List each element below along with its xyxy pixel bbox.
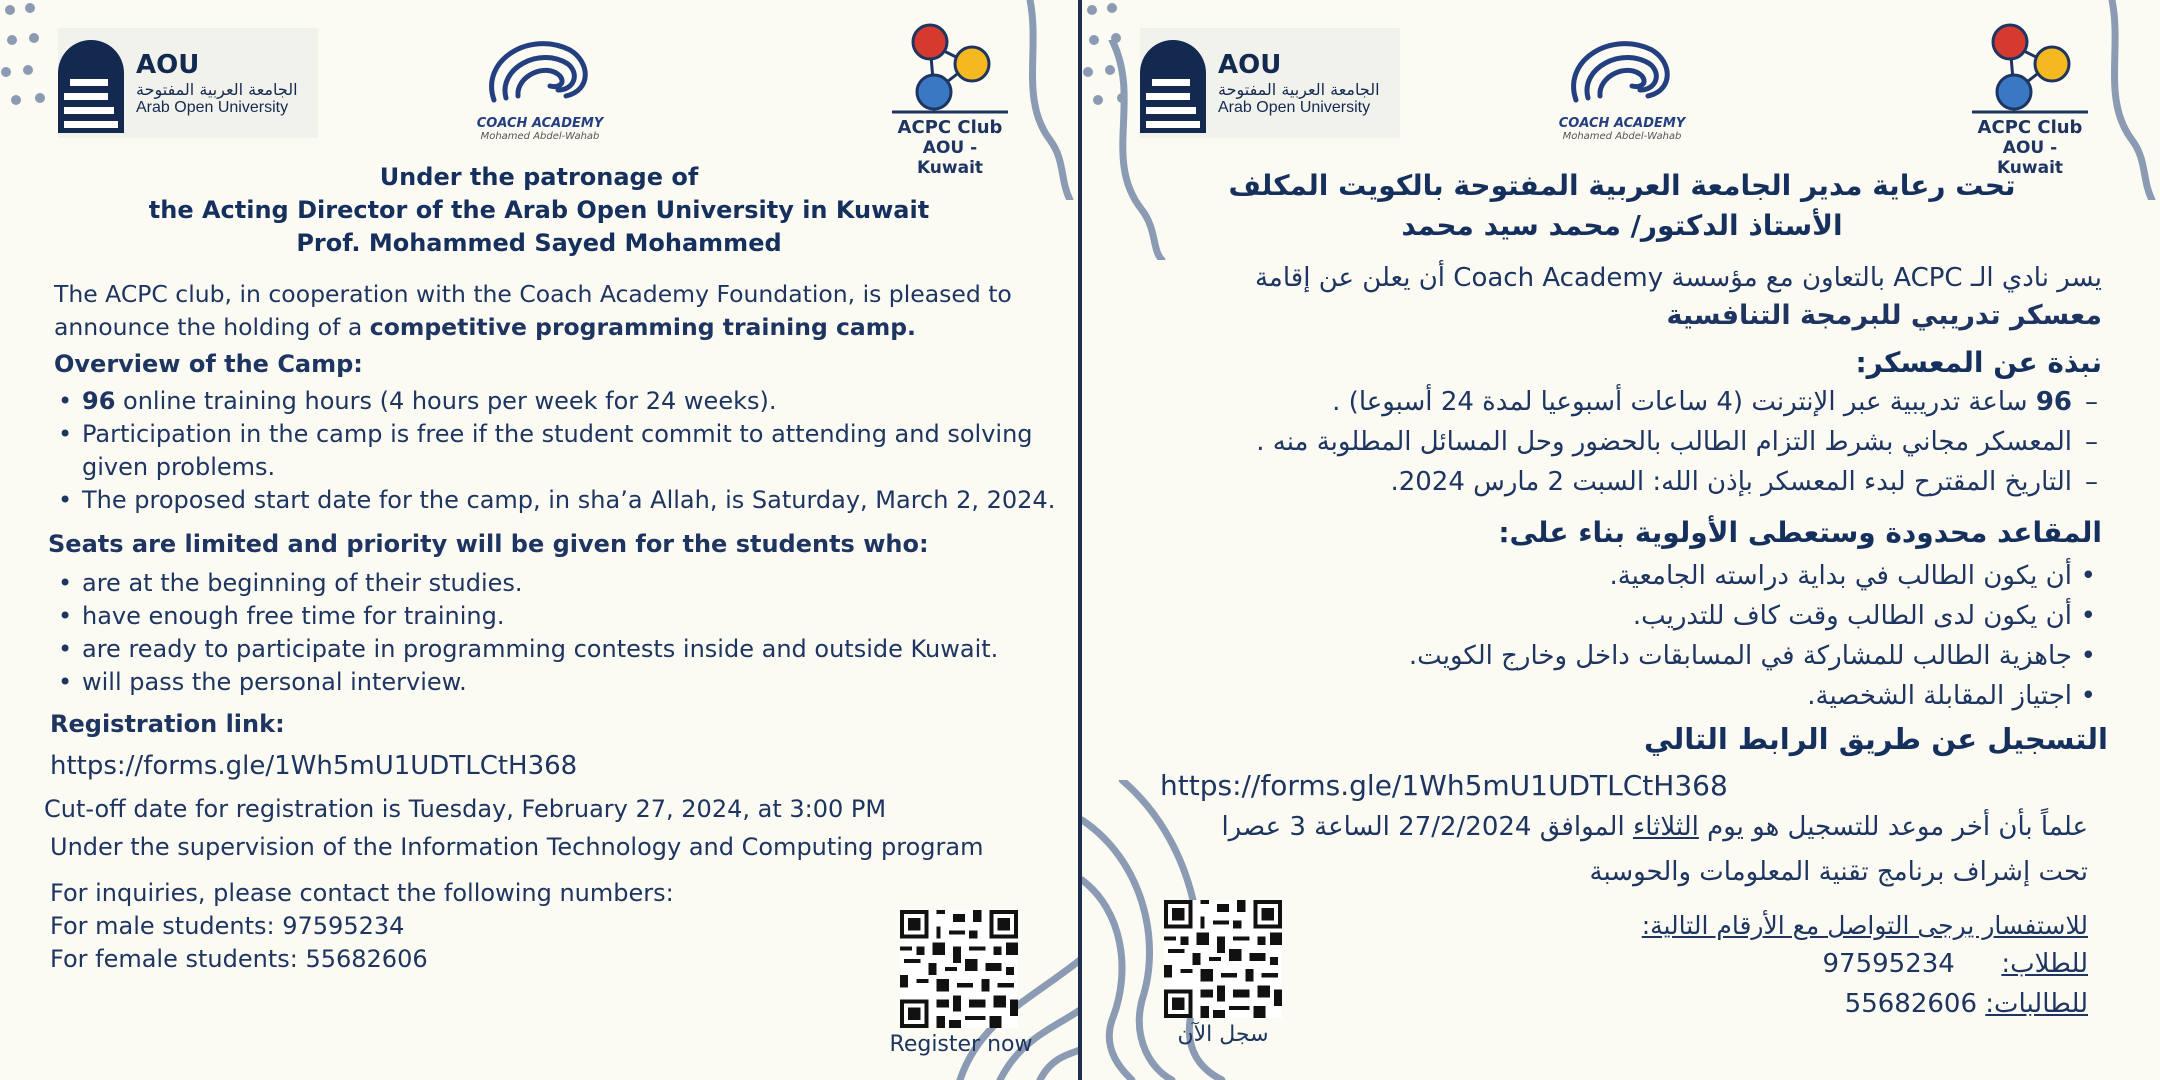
list-item: [54, 418, 1064, 484]
list-item: • are ready to participate in programming contests inside and outside Kuwait.: [54, 633, 1064, 666]
seats-title: المقاعد محدودة وستعطى الأولوية بناء على:: [1498, 516, 2102, 549]
list-item: • will pass the personal interview.: [54, 666, 1064, 699]
acpc-club-icon: [1970, 22, 2090, 114]
aou-mark-icon: [58, 33, 124, 133]
registration-link[interactable]: https://forms.gle/1Wh5mU1UDTLCtH368: [50, 751, 578, 781]
male-number: 97595234: [1822, 949, 1955, 979]
male-contact: [1482, 945, 2088, 983]
cutoff-text: [1142, 808, 2088, 846]
list-item: • اجتياز المقابلة الشخصية.: [1142, 676, 2102, 716]
aou-english: Arab Open University: [1218, 98, 1371, 116]
list-item: • have enough free time for training.: [54, 600, 1064, 633]
acpc-location: AOU - Kuwait: [1996, 138, 2064, 178]
registration-title: Registration link:: [50, 710, 285, 738]
qr-block: [880, 910, 1042, 1057]
intro-bold: معسكر تدريبي للبرمجة التنافسية: [1666, 300, 2102, 331]
acpc-club-icon: [890, 22, 1010, 114]
cutoff-text: Cut-off date for registration is Tuesday, February 27, 2024, at 3:00 PM: [44, 795, 887, 823]
qr-block: [1164, 900, 1294, 1047]
aou-arabic: الجامعة العربية المفتوحة: [136, 79, 298, 99]
english-panel: [0, 0, 1078, 1080]
aou-logo: [1140, 28, 1400, 138]
register-now-label[interactable]: سجل الآن: [1177, 1022, 1269, 1047]
intro-bold: competitive programming training camp.: [369, 313, 916, 341]
intro-paragraph: [1142, 259, 2102, 335]
coach-academy-logo: [1552, 30, 1692, 142]
patronage-heading: [0, 161, 1078, 260]
cutoff-day: الثلاثاء: [1632, 812, 1699, 842]
aou-short: AOU: [136, 49, 200, 80]
acpc-club-logo: [1970, 22, 2090, 178]
patronage-heading: [1182, 166, 2062, 246]
list-item: [1142, 422, 2102, 462]
coach-academy-icon: [470, 30, 610, 112]
inquiries-label: للاستفسار يرجى التواصل مع الأرقام التالية:: [1641, 911, 2088, 940]
patronage-line-2: the Acting Director of the Arab Open University in Kuwait: [148, 196, 930, 224]
inquiries-text: [1382, 908, 2088, 944]
female-contact: For female students: 55682606: [50, 945, 428, 973]
seats-list: [1142, 556, 2102, 716]
coach-academy-sub: Mohamed Abdel-Wahab: [480, 131, 600, 142]
arabic-panel: [1082, 0, 2160, 1080]
male-label: للطلاب:: [2001, 949, 2088, 979]
curve-decoration-top: [2092, 0, 2160, 200]
coach-academy-sub: Mohamed Abdel-Wahab: [1562, 131, 1682, 142]
coach-academy-icon: [1552, 30, 1692, 112]
patronage-line-3: Prof. Mohammed Sayed Mohammed: [296, 229, 782, 257]
aou-english: Arab Open University: [136, 98, 289, 116]
overview-list: [54, 385, 1064, 517]
hours-count: 96: [82, 387, 116, 415]
list-item: • أن يكون الطالب في بداية دراسته الجامعية.: [1142, 556, 2102, 596]
aou-mark-icon: [1140, 33, 1206, 133]
cutoff-post: الموافق 27/2/2024 الساعة 3 عصرا: [1221, 812, 1633, 842]
list-item: • أن يكون لدى الطالب وقت كاف للتدريب.: [1142, 596, 2102, 636]
qr-code-icon[interactable]: [1164, 900, 1282, 1018]
coach-academy-name: COACH ACADEMY: [1558, 116, 1686, 131]
overview-title: Overview of the Camp:: [54, 350, 363, 378]
male-contact: For male students: 97595234: [50, 912, 405, 940]
register-now-label[interactable]: Register now: [889, 1032, 1033, 1057]
intro-paragraph: [54, 278, 1064, 344]
female-label: للطالبات:: [1985, 989, 2088, 1019]
acpc-club-logo: [890, 22, 1010, 178]
overview-text: التاريخ المقترح لبدء المعسكر بإذن الله: السبت 2 مارس 2024.: [1390, 467, 2072, 497]
overview-text: The proposed start date for the camp, in sha’a Allah, is Saturday, March 2, 2024.: [82, 486, 1056, 514]
acpc-name: ACPC Club: [1977, 117, 2083, 138]
coach-academy-logo: [470, 30, 610, 142]
inquiries-text: For inquiries, please contact the following numbers:: [50, 879, 674, 907]
list-item: • are at the beginning of their studies.: [54, 567, 1064, 600]
seats-list: [54, 567, 1064, 699]
supervision-text: تحت إشراف برنامج تقنية المعلومات والحوسبة: [1589, 857, 2088, 887]
acpc-location: AOU - Kuwait: [916, 138, 984, 178]
coach-academy-name: COACH ACADEMY: [476, 116, 604, 131]
registration-title: التسجيل عن طريق الرابط التالي: [1643, 722, 2108, 756]
cutoff-pre: علماً بأن أخر موعد للتسجيل هو يوم: [1698, 812, 2088, 842]
list-item: [1142, 382, 2102, 422]
list-item: • جاهزية الطالب للمشاركة في المسابقات داخل وخارج الكويت.: [1142, 636, 2102, 676]
registration-link[interactable]: https://forms.gle/1Wh5mU1UDTLCtH368: [1160, 769, 1728, 802]
list-item: [54, 385, 1064, 418]
overview-title: نبذة عن المعسكر:: [1855, 346, 2102, 379]
seats-title: Seats are limited and priority will be given for the students who:: [48, 530, 929, 558]
overview-text: ساعة تدريبية عبر الإنترنت (4 ساعات أسبوعيا لمدة 24 أسبوعا) .: [1332, 387, 2036, 417]
dots-decoration: [0, 0, 60, 120]
list-item: [1142, 462, 2102, 502]
aou-short: AOU: [1218, 49, 1282, 80]
overview-text: online training hours (4 hours per week for 24 weeks).: [115, 387, 777, 415]
female-number: 55682606: [1844, 989, 1978, 1019]
list-item: [54, 484, 1064, 517]
acpc-name: ACPC Club: [897, 117, 1003, 138]
intro-text: The ACPC club, in cooperation with the Coach Academy Foundation, is pleased to announce the holding of a: [54, 280, 1012, 341]
aou-arabic: الجامعة العربية المفتوحة: [1218, 79, 1380, 99]
aou-logo: [58, 28, 318, 138]
female-contact: [1482, 985, 2088, 1023]
overview-text: المعسكر مجاني بشرط التزام الطالب بالحضور وحل المسائل المطلوبة منه .: [1256, 427, 2072, 457]
qr-code-icon[interactable]: [900, 910, 1018, 1028]
patronage-line-1: تحت رعاية مدير الجامعة العربية المفتوحة بالكويت المكلف: [1228, 169, 2016, 202]
intro-text: يسر نادي الـ ACPC بالتعاون مع مؤسسة Coach Academy أن يعلن عن إقامة: [1254, 263, 2102, 293]
overview-list: [1142, 382, 2102, 502]
supervision-text: Under the supervision of the Information Technology and Computing program: [50, 833, 984, 861]
overview-text: Participation in the camp is free if the student commit to attending and solving given problems.: [82, 420, 1033, 481]
patronage-line-1: Under the patronage of: [379, 163, 699, 191]
patronage-line-2: الأستاذ الدكتور/ محمد سيد محمد: [1401, 209, 1843, 242]
hours-count: 96: [2035, 387, 2072, 417]
